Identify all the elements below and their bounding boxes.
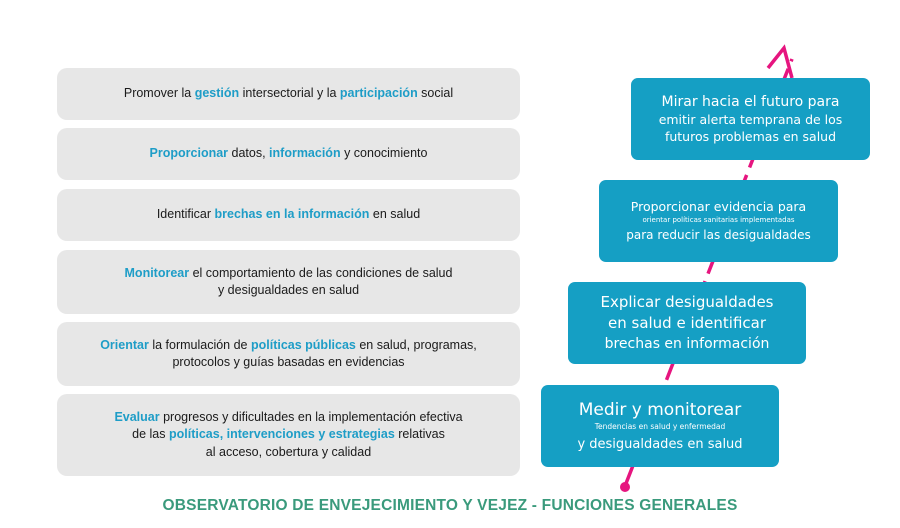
highlight-term: Monitorear bbox=[124, 265, 190, 280]
step-explicar-desigualdades bbox=[568, 282, 806, 364]
plain-text: la formulación de bbox=[148, 337, 251, 352]
highlight-term: Proporcionar bbox=[149, 146, 229, 161]
highlight-term: políticas, intervenciones y estrategias bbox=[169, 427, 395, 442]
plain-text: relativas bbox=[394, 427, 445, 442]
arrow-head-icon bbox=[768, 48, 792, 78]
highlight-term: información bbox=[269, 146, 341, 161]
plain-text: intersectorial y la bbox=[239, 86, 340, 101]
highlight-term: participación bbox=[339, 86, 418, 101]
plain-text: al acceso, cobertura y calidad bbox=[205, 444, 372, 459]
plain-text: protocolos y guías basadas en evidencias bbox=[172, 355, 405, 369]
highlight-term: Orientar bbox=[100, 337, 149, 352]
plain-text: el comportamiento de las condiciones de salud bbox=[189, 265, 453, 280]
step-line: emitir alerta temprana de los bbox=[658, 112, 843, 127]
highlight-term: políticas públicas bbox=[250, 337, 356, 352]
plain-text: Promover la bbox=[123, 86, 195, 101]
step-line: futuros problemas en salud bbox=[664, 129, 837, 144]
step-line: y desigualdades en salud bbox=[577, 436, 743, 452]
step-line: Explicar desigualdades bbox=[600, 293, 774, 311]
step-line: Mirar hacia el futuro para bbox=[661, 94, 840, 110]
plain-text: datos, bbox=[228, 146, 270, 161]
step-line: para reducir las desigualdades bbox=[626, 228, 811, 242]
step-proporcionar-evidencia bbox=[599, 180, 838, 262]
highlight-term: brechas en la información bbox=[214, 207, 370, 222]
highlight-term: Evaluar bbox=[114, 409, 160, 424]
step-mirar-futuro bbox=[631, 78, 870, 160]
plain-text: social bbox=[417, 86, 454, 101]
arrow-origin-dot bbox=[620, 482, 630, 492]
step-line: brechas en información bbox=[604, 336, 770, 352]
plain-text: en salud, programas, bbox=[355, 337, 477, 352]
step-line: en salud e identificar bbox=[608, 314, 766, 332]
plain-text: y conocimiento bbox=[340, 146, 428, 161]
plain-text: en salud bbox=[369, 207, 421, 222]
step-line: Medir y monitorear bbox=[578, 399, 742, 420]
plain-text: y desigualdades en salud bbox=[217, 283, 360, 297]
step-line: orientar políticas sanitarias implementadas bbox=[642, 216, 795, 224]
plain-text: progresos y dificultades en la implementación efectiva bbox=[159, 409, 463, 424]
plain-text: de las bbox=[132, 427, 169, 442]
step-line: Tendencias en salud y enfermedad bbox=[594, 421, 726, 431]
diagram-title: OBSERVATORIO DE ENVEJECIMIENTO Y VEJEZ - FUNCIONES GENERALES bbox=[162, 497, 738, 514]
step-line: Proporcionar evidencia para bbox=[630, 199, 807, 214]
step-medir-monitorear bbox=[541, 385, 779, 467]
plain-text: Identificar bbox=[156, 207, 215, 222]
highlight-term: gestión bbox=[194, 86, 240, 101]
